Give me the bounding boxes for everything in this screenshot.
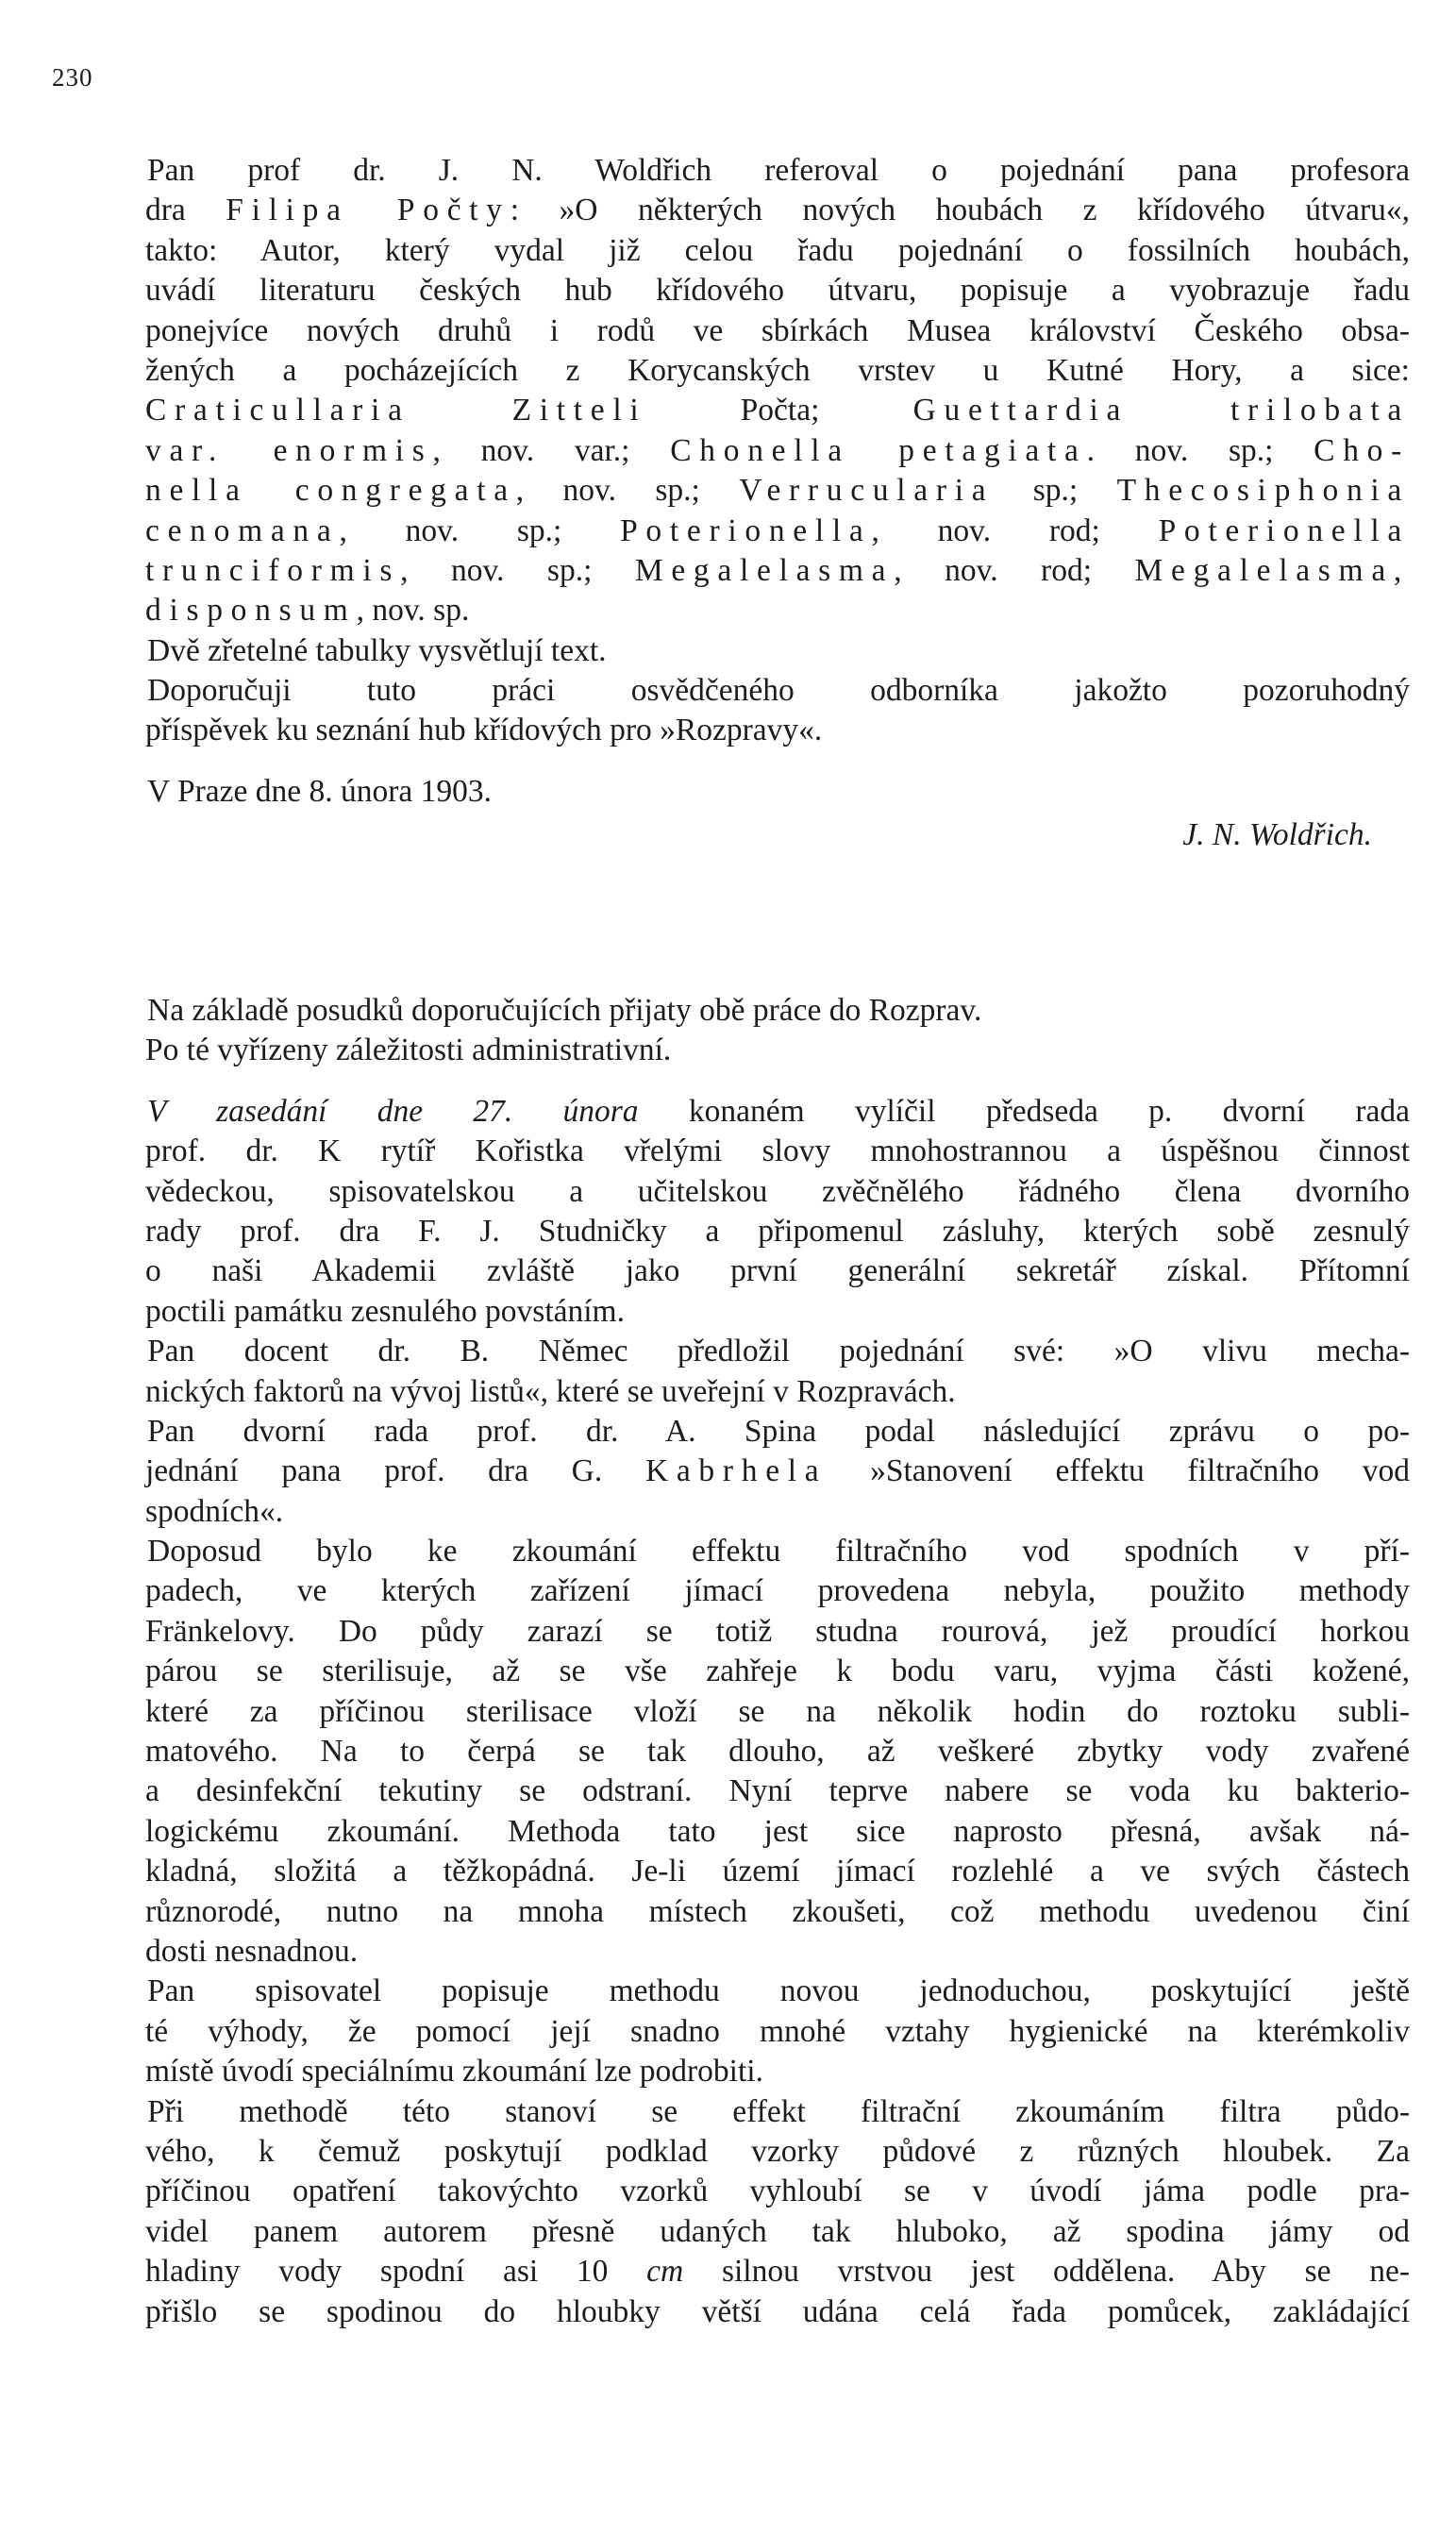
session-text-line: [145, 1612, 1410, 1652]
text-run: Po té vyřízeny záležitosti administrativní.: [145, 1032, 672, 1068]
report-text-line: [145, 512, 1410, 551]
text-run: vědeckou, spisovatelskou a učitelskou zvěčnělého řádného člena dvorního: [145, 1173, 1410, 1209]
text-run: vého, k čemuž poskytují podklad vzorky půdové z různých hloubek. Za: [145, 2133, 1410, 2169]
text-run: , nov. sp.;: [400, 552, 635, 588]
text-run: žených a pocházejících z Korycanských vrstev u Kutné Hory, a sice:: [145, 352, 1410, 388]
text-run: poctili památku zesnulého povstáním.: [145, 1293, 625, 1329]
session-text-line: [145, 1932, 1410, 1972]
report-text-line: [145, 431, 1410, 471]
spaced-name: Chonella petagiata: [670, 432, 1087, 468]
admin-text-line: [145, 1031, 1410, 1070]
report-text-line: [145, 231, 1410, 271]
italic-text: V zasedání dne 27. února: [147, 1093, 639, 1129]
session-text-line: [145, 1571, 1410, 1611]
spaced-name: Guettardia trilobata: [912, 393, 1411, 428]
report-text-line: [145, 351, 1410, 391]
session-text-line: [145, 1692, 1410, 1732]
report-paragraph: [145, 151, 1410, 751]
place-date: V Praze dne 8. února 1903.: [147, 773, 492, 809]
text-run: a desinfekční tekutiny se odstraní. Nyní teprve nabere se voda ku bakterio-: [145, 1773, 1410, 1809]
text-run: Pan prof dr. J. N. Woldřich referoval o pojednání pana profesora: [147, 153, 1410, 188]
signature: J. N. Woldřich.: [1182, 817, 1372, 853]
spaced-name: var. enormis: [145, 432, 433, 468]
report-text-line: [145, 471, 1410, 511]
report-text-line: [145, 391, 1410, 430]
text-run: Pan dvorní rada prof. dr. A. Spina podal následující zprávu o po-: [147, 1413, 1410, 1449]
session-text-line: [145, 1172, 1410, 1212]
text-run: Pan docent dr. B. Němec předložil pojednání své: »O vlivu mecha-: [147, 1334, 1410, 1369]
session-text-line: [145, 1852, 1410, 1891]
text-run: kladná, složitá a těžkopádná. Je-li území jímací rozlehlé a ve svých částech: [145, 1854, 1410, 1889]
text-run: prof. dr. K rytíř Kořistka vřelými slovy mnohostrannou a úspěšnou činnost: [145, 1133, 1410, 1169]
text-run: konaném vylíčil předseda p. dvorní rada: [638, 1093, 1410, 1129]
text-run: , nov. sp.: [356, 593, 470, 629]
text-run: spodních«.: [145, 1493, 284, 1529]
report-text-line: [145, 671, 1410, 711]
text-run: příspěvek ku seznání hub křídových pro »Rozpravy«.: [145, 713, 823, 748]
spaced-name: Craticullaria Zitteli: [145, 393, 647, 428]
text-run: Na základě posudků doporučujících přijaty obě práce do Rozprav.: [147, 993, 982, 1028]
session-text-line: [145, 1212, 1410, 1251]
session-text-line: [145, 1812, 1410, 1852]
session-text-line: [145, 1972, 1410, 2011]
text-run: »Stanovení effektu filtračního vod: [827, 1453, 1411, 1489]
report-text-line: [145, 271, 1410, 311]
text-run: uvádí literaturu českých hub křídového útvaru, popisuje a vyobrazuje řadu: [145, 273, 1410, 309]
spaced-name: Thecosiphonia: [1116, 473, 1411, 509]
session-text-line: [145, 2132, 1410, 2172]
text-run: místě úvodí speciálnímu zkoumání lze podrobiti.: [145, 2054, 763, 2090]
text-run: jednání pana prof. dra G.: [145, 1453, 645, 1489]
spaced-name: nella congregata: [145, 473, 516, 509]
text-run: příčinou opatření takovýchto vzorků vyhloubí se v úvodí jáma podle pra-: [145, 2174, 1410, 2209]
text-run: takto: Autor, který vydal již celou řadu pojednání o fossilních houbách,: [145, 232, 1410, 268]
text-run: Při methodě této stanoví se effekt filtrační zkoumáním filtra půdo-: [147, 2093, 1410, 2129]
session-text-line: [145, 1652, 1410, 1691]
text-run: Počta;: [646, 393, 913, 428]
text-run: , nov. rod;: [871, 512, 1159, 548]
report-text-line: [145, 591, 1410, 630]
minutes-section: [145, 991, 1410, 2332]
text-run: párou se sterilisuje, až se vše zahřeje k bodu varu, vyjma části kožené,: [145, 1654, 1410, 1689]
text-run: Dvě zřetelné tabulky vysvětlují text.: [147, 632, 607, 668]
text-run: , nov. rod;: [894, 552, 1135, 588]
report-text-line: [145, 151, 1410, 191]
text-run: přišlo se spodinou do hloubky větší udána celá řada pomůcek, zakládající: [145, 2293, 1410, 2329]
spaced-name: disponsum: [145, 593, 357, 629]
session-text-line: [145, 1771, 1410, 1811]
spaced-name: Poterionella: [620, 512, 872, 548]
text-run: nických faktorů na vývoj listů«, které se uveřejní v Rozpravách.: [145, 1373, 956, 1409]
report-text-line: [145, 191, 1410, 230]
session-text-line: [145, 2052, 1410, 2091]
report-text-line: [145, 631, 1410, 671]
text-run: které za příčinou sterilisace vloží se na několik hodin do roztoku subli-: [145, 1693, 1410, 1729]
session-text-line: [145, 1251, 1410, 1291]
text-run: té výhody, že pomocí její snadno mnohé vztahy hygienické na kterémkoliv: [145, 2013, 1410, 2049]
text-run: Doporučuji tuto práci osvědčeného odborníka jakožto pozoruhodný: [147, 673, 1410, 709]
session-text-line: [145, 1132, 1410, 1171]
text-run: hladiny vody spodní asi 10: [145, 2254, 647, 2290]
spaced-name: Verrucularia: [739, 473, 995, 509]
session-text-line: [145, 1092, 1410, 1132]
spaced-name: Megalelasma: [634, 552, 895, 588]
spaced-name: cenomana: [145, 512, 340, 548]
session-text-line: [145, 2172, 1410, 2211]
text-run: rady prof. dra F. J. Studničky a připomenul zásluhy, kterých sobě zesnulý: [145, 1213, 1410, 1249]
text-run: , nov. var.;: [432, 432, 671, 468]
session-text-line: [145, 1332, 1410, 1371]
text-run: ponejvíce nových druhů i rodů ve sbírkách Musea království Českého obsa-: [145, 312, 1410, 348]
session-text-line: [145, 1892, 1410, 1932]
text-run: , nov. sp.;: [515, 473, 740, 509]
text-run: o naši Akademii zvláště jako první generální sekretář získal. Přítomní: [145, 1253, 1410, 1289]
spaced-name: Cho-: [1314, 432, 1411, 468]
text-run: padech, ve kterých zařízení jímací provedena nebyla, použito methody: [145, 1573, 1410, 1609]
session-text-line: [145, 1412, 1410, 1452]
session-text-line: [145, 2012, 1410, 2052]
session-text-line: [145, 1292, 1410, 1332]
report-text-line: [145, 711, 1410, 750]
session-paragraph: [145, 1092, 1410, 2332]
text-run: různorodé, nutno na mnoha místech zkoušeti, což methodu uvedenou činí: [145, 1893, 1410, 1929]
spaced-name: Filipa Počty: [226, 193, 510, 228]
session-text-line: [145, 2252, 1410, 2292]
text-run: silnou vrstvou jest oddělena. Aby se ne-: [683, 2254, 1410, 2290]
text-run: Pan spisovatel popisuje methodu novou jednoduchou, poskytující ještě: [147, 1973, 1410, 2009]
report-text-line: [145, 311, 1410, 351]
session-text-line: [145, 1732, 1410, 1771]
text-run: , nov. sp.;: [339, 512, 621, 548]
text-run: logickému zkoumání. Methoda tato jest sice naprosto přesná, avšak ná-: [145, 1813, 1410, 1849]
admin-text-line: [145, 991, 1410, 1031]
session-text-line: [145, 1452, 1410, 1491]
text-run: : »O některých nových houbách z křídového útvaru«,: [510, 193, 1411, 228]
session-text-line: [145, 1492, 1410, 1532]
page-number: 230: [52, 63, 93, 92]
text-run: videl panem autorem přesně udaných tak hluboko, až spodina jámy od: [145, 2213, 1410, 2249]
session-text-line: [145, 1372, 1410, 1412]
spaced-name: Poterionella: [1158, 512, 1410, 548]
session-text-line: [145, 1532, 1410, 1571]
text-run: . nov. sp.;: [1086, 432, 1314, 468]
session-text-line: [145, 2092, 1410, 2132]
spaced-name: Kabrhela: [644, 1453, 828, 1489]
text-run: matového. Na to čerpá se tak dlouho, až veškeré zbytky vody zvařené: [145, 1734, 1410, 1770]
session-text-line: [145, 2292, 1410, 2332]
text-run: sp.;: [994, 473, 1117, 509]
report-section: [145, 151, 1410, 859]
text-run: Doposud bylo ke zkoumání effektu filtračního vod spodních v pří-: [147, 1534, 1410, 1570]
spaced-name: Megalelasma,: [1134, 552, 1410, 588]
session-text-line: [145, 2212, 1410, 2252]
text-run: dra: [145, 193, 226, 228]
text-run: Fränkelovy. Do půdy zarazí se totiž studna rourová, jež proudící horkou: [145, 1613, 1410, 1649]
admin-paragraph: [145, 991, 1410, 1071]
italic-text: cm: [646, 2254, 684, 2290]
spaced-name: trunciformis: [145, 552, 401, 588]
report-text-line: [145, 551, 1410, 591]
text-run: dosti nesnadnou.: [145, 1933, 359, 1969]
